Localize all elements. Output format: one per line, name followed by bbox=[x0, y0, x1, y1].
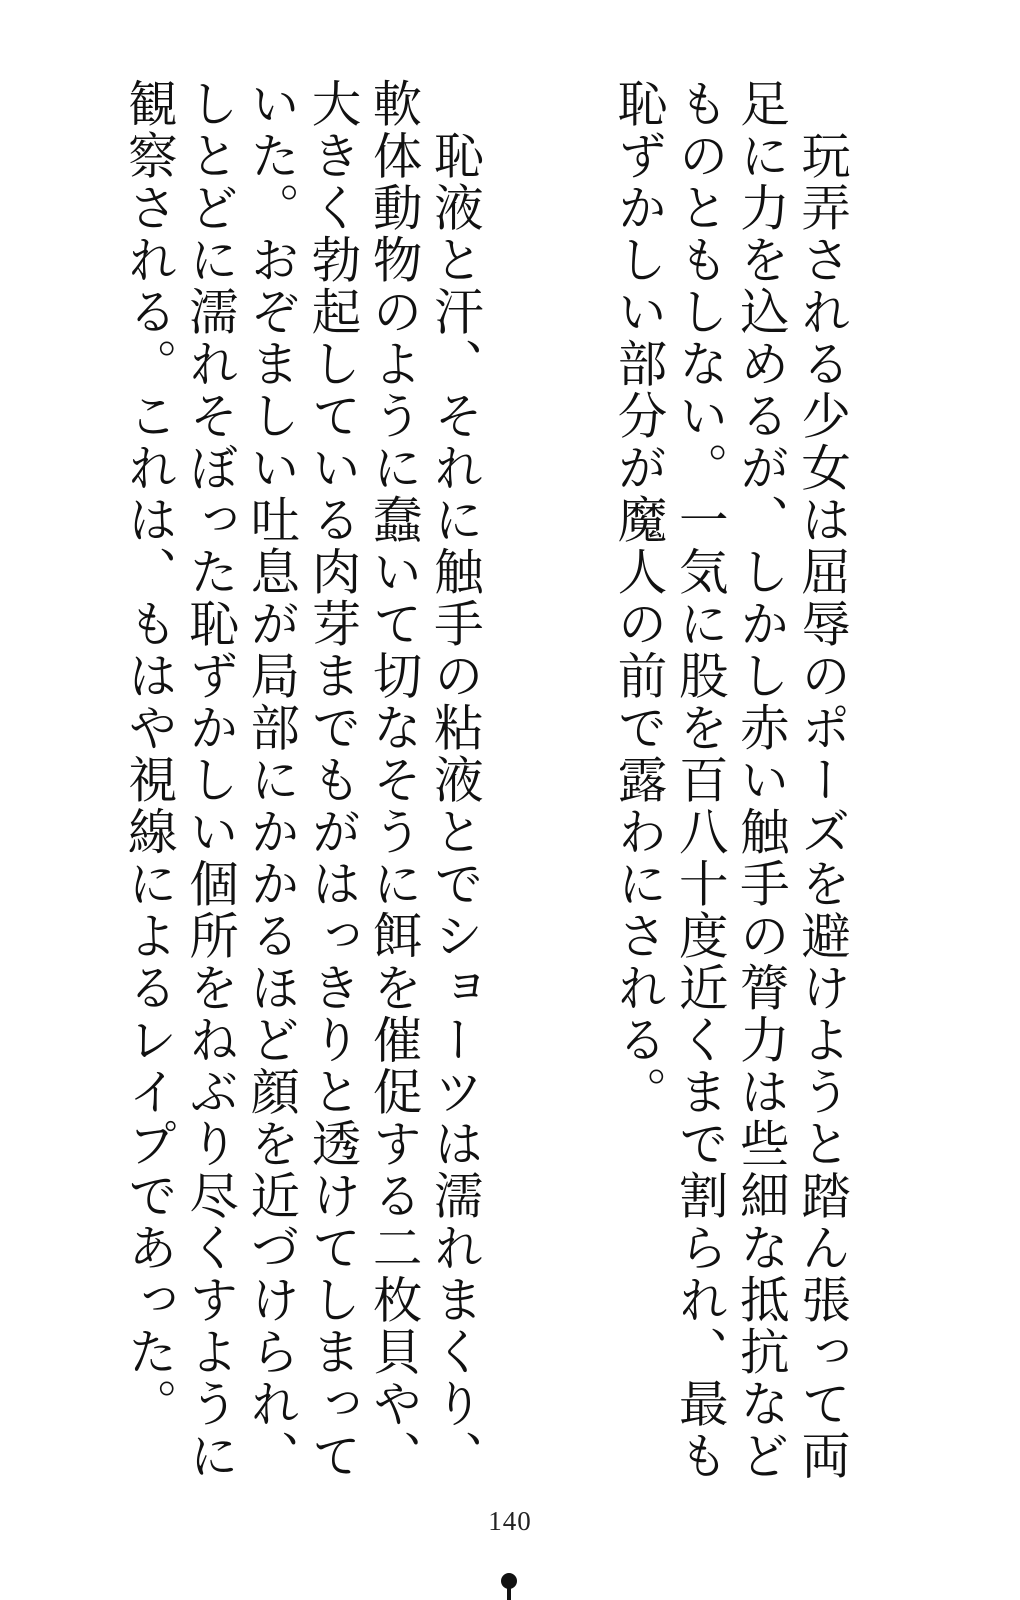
page-marker-stem bbox=[507, 1588, 511, 1600]
page-marker-dot bbox=[501, 1573, 517, 1589]
body-text bbox=[20, 78, 975, 1488]
paragraph: 玩弄される少女は屈辱のポーズを避けようと踏ん張って両足に力を込めるが、しかし赤い触手の膂力は些細な抵抗などものともしない。一気に股を百八十度近くまで割られ、最も恥ずかしい部分が魔人の前で露わにされる。 bbox=[609, 78, 852, 1482]
paragraph: 恥液と汗、それに触手の粘液とでショーツは濡れまくり、軟体動物のように蠢いて切なそうに餌を催促する二枚貝や、大きく勃起している肉芽までもがはっきりと透けてしまっていた。おぞましい吐息が局部にかかるほど顔を近づけられ、しとどに濡れそぼった恥ずかしい個所をねぶり尽くすように観察される。これは、もはや視線によるレイプであった。 bbox=[120, 78, 485, 1482]
page-number: 140 bbox=[488, 1506, 532, 1536]
